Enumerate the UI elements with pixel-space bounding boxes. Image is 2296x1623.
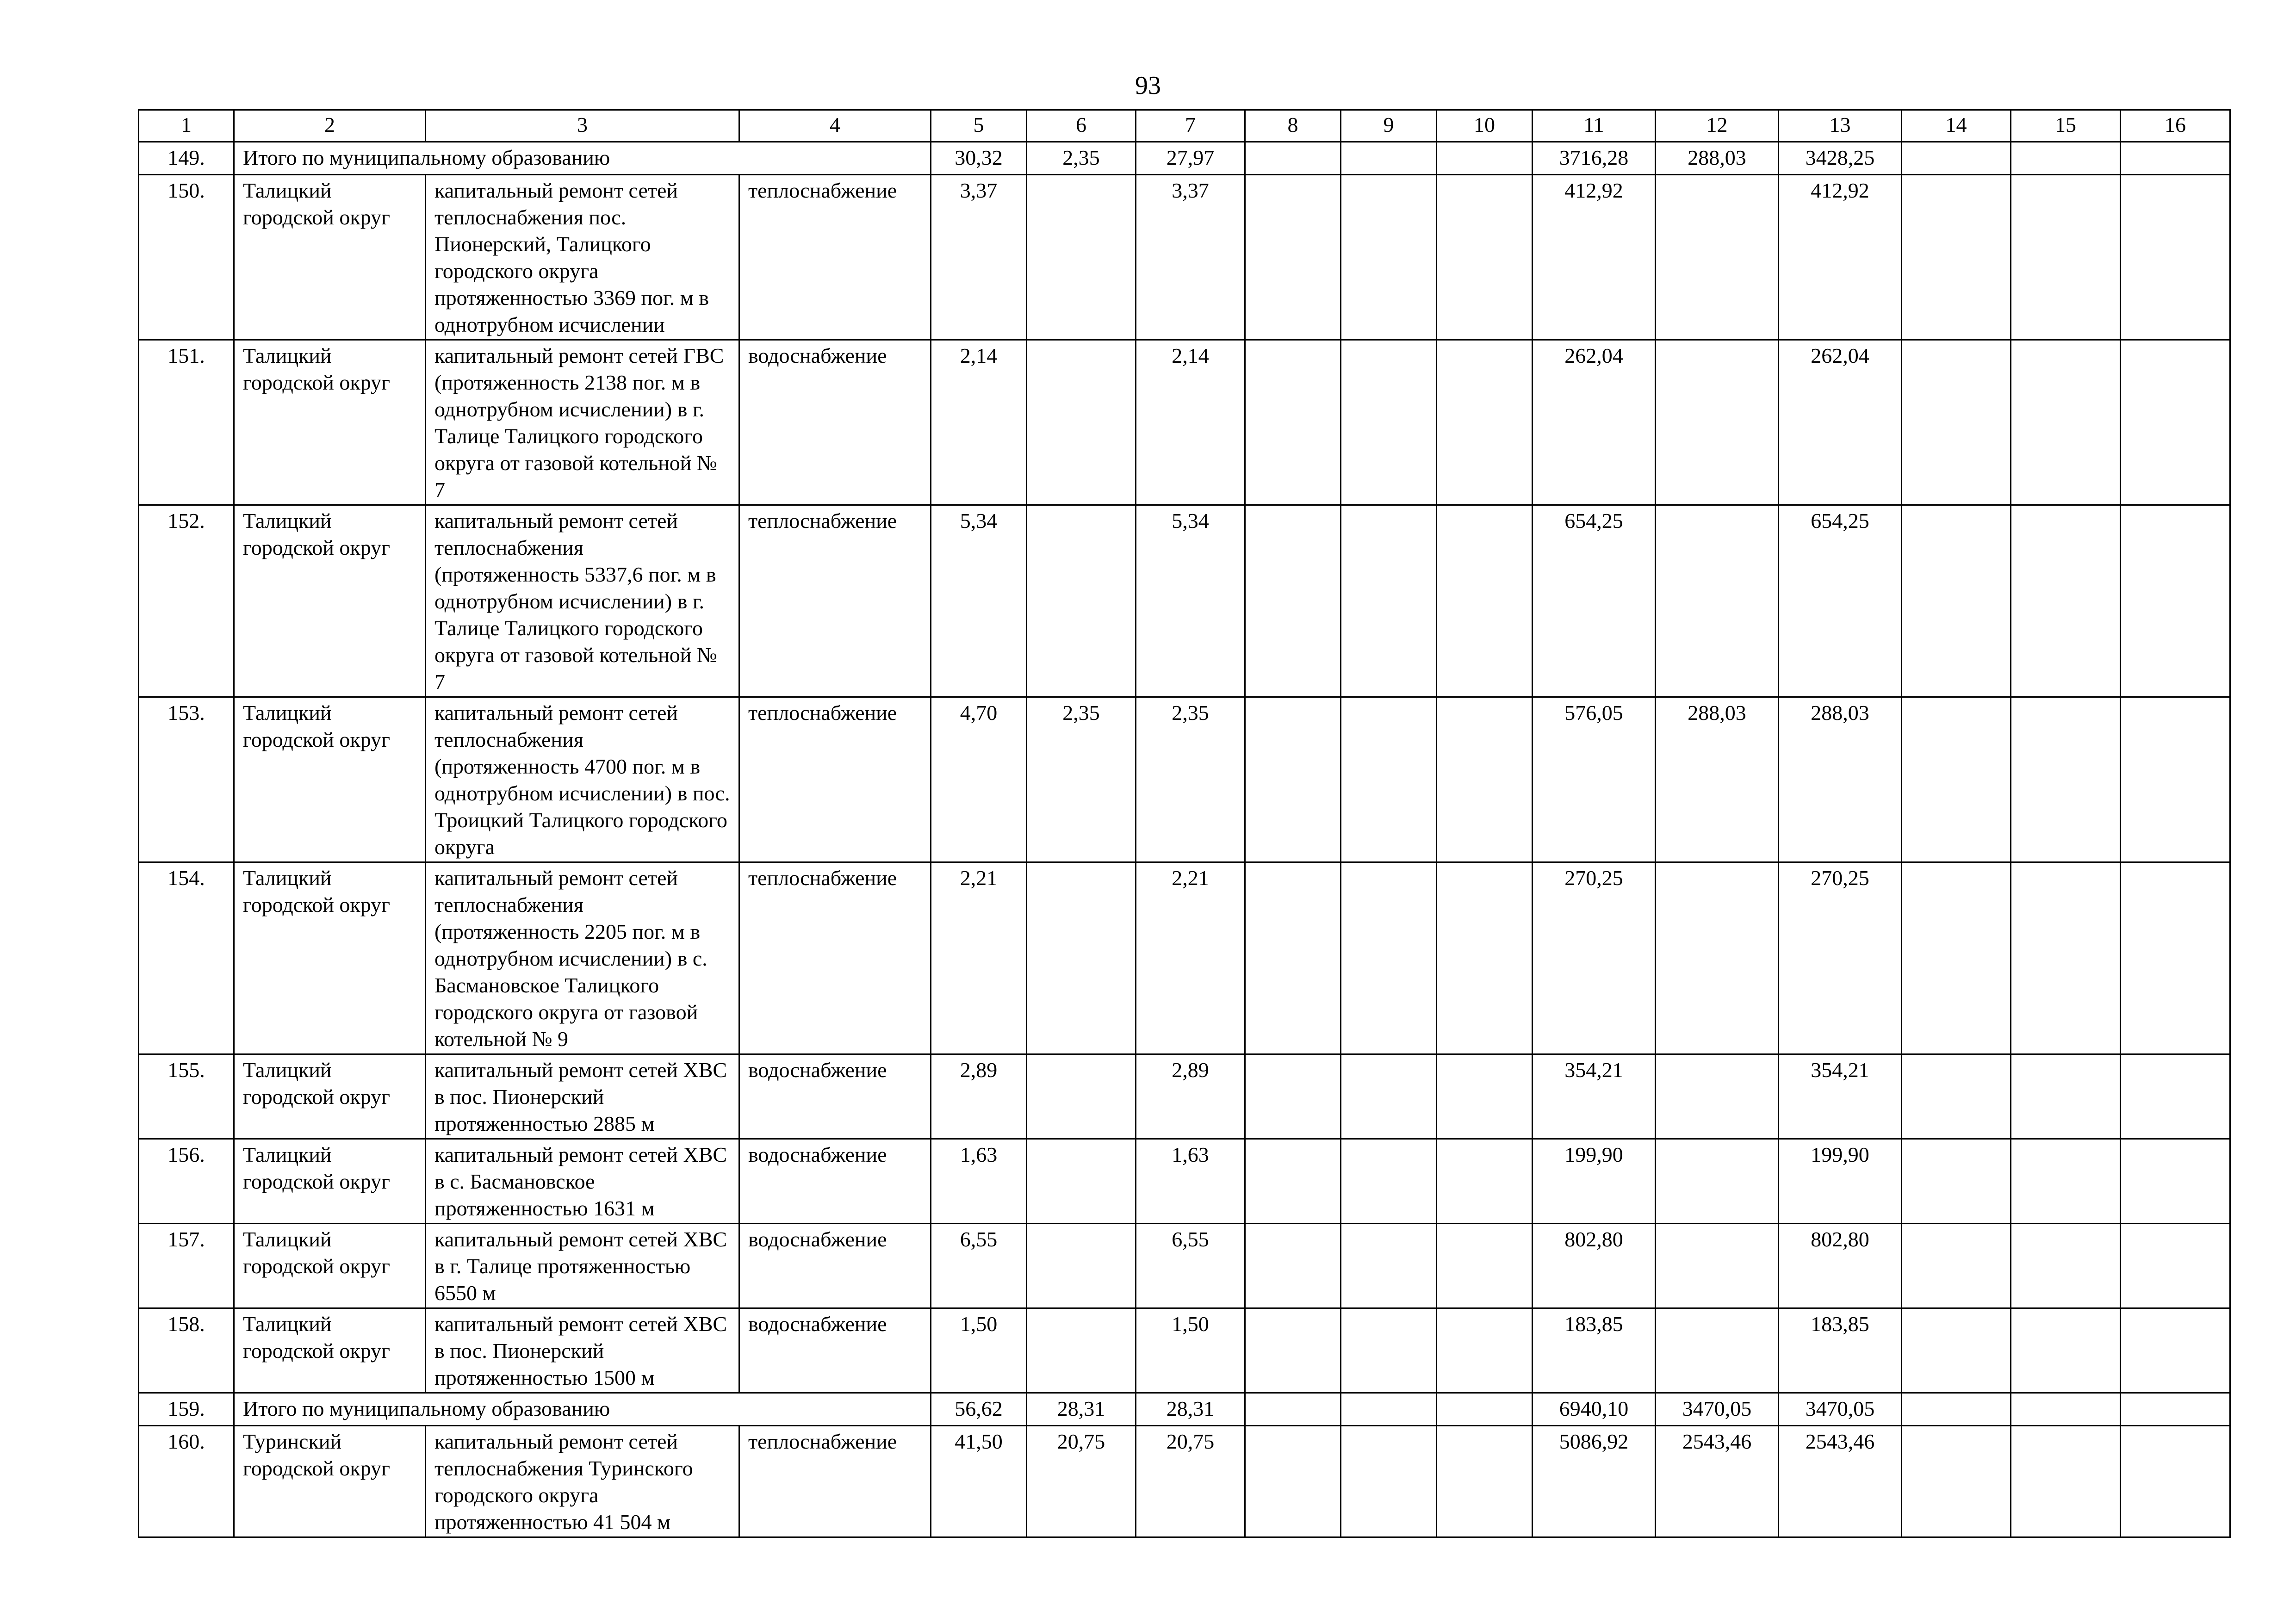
value-cell-c9	[1341, 1139, 1437, 1224]
value-cell-c15	[2011, 1426, 2121, 1537]
value-cell-c7: 3,37	[1136, 175, 1245, 340]
value-cell-c15	[2011, 1139, 2121, 1224]
value-cell-c5: 2,21	[931, 862, 1027, 1054]
value-cell-c10	[1437, 1308, 1533, 1393]
kind-cell: водоснабжение	[739, 1224, 931, 1308]
kind-cell: водоснабжение	[739, 1308, 931, 1393]
municipality-cell: Талицкий городской округ	[234, 175, 426, 340]
row-number: 152.	[139, 505, 234, 697]
description-cell: капитальный ремонт сетей ХВС в г. Талице протяженностью 6550 м	[426, 1224, 739, 1308]
total-label: Итого по муниципальному образованию	[234, 1393, 931, 1426]
column-number-15: 15	[2011, 110, 2121, 142]
value-cell-c13: 2543,46	[1779, 1426, 1902, 1537]
value-cell-c7: 20,75	[1136, 1426, 1245, 1537]
column-number-header	[139, 110, 2230, 142]
municipality-cell: Талицкий городской округ	[234, 1139, 426, 1224]
value-cell-c10	[1437, 175, 1533, 340]
value-cell-c11: 576,05	[1533, 697, 1656, 862]
value-cell-c6	[1027, 1224, 1136, 1308]
value-cell-c13: 199,90	[1779, 1139, 1902, 1224]
column-number-4: 4	[739, 110, 931, 142]
table-row	[139, 175, 2230, 340]
value-cell-c11: 654,25	[1533, 505, 1656, 697]
value-cell-c13: 802,80	[1779, 1224, 1902, 1308]
value-cell-c8	[1245, 862, 1341, 1054]
value-cell-c9	[1341, 1224, 1437, 1308]
value-cell-c16	[2121, 340, 2230, 505]
value-cell-c8	[1245, 1426, 1341, 1537]
value-cell-c9	[1341, 1426, 1437, 1537]
value-cell-c7: 2,35	[1136, 697, 1245, 862]
page-number: 93	[1135, 71, 1161, 100]
value-cell-c13: 183,85	[1779, 1308, 1902, 1393]
row-number: 160.	[139, 1426, 234, 1537]
kind-cell: теплоснабжение	[739, 862, 931, 1054]
program-table	[138, 109, 2231, 1538]
value-cell-c11: 199,90	[1533, 1139, 1656, 1224]
value-cell-c6	[1027, 1054, 1136, 1139]
value-cell-c14	[1902, 697, 2011, 862]
value-cell-c13: 3470,05	[1779, 1393, 1902, 1426]
value-cell-c12: 2543,46	[1656, 1426, 1779, 1537]
value-cell-c14	[1902, 1139, 2011, 1224]
value-cell-c8	[1245, 1393, 1341, 1426]
row-number: 157.	[139, 1224, 234, 1308]
column-number-9: 9	[1341, 110, 1437, 142]
municipality-cell: Талицкий городской округ	[234, 862, 426, 1054]
value-cell-c10	[1437, 340, 1533, 505]
municipality-cell: Талицкий городской округ	[234, 340, 426, 505]
column-number-2: 2	[234, 110, 426, 142]
column-number-12: 12	[1656, 110, 1779, 142]
value-cell-c16	[2121, 1224, 2230, 1308]
value-cell-c5: 4,70	[931, 697, 1027, 862]
value-cell-c12	[1656, 505, 1779, 697]
description-cell: капитальный ремонт сетей теплоснабжения (протяженность 4700 пог. м в однотрубном исчислении) в пос. Троицкий Талицкого городского округа	[426, 697, 739, 862]
row-number: 151.	[139, 340, 234, 505]
row-number: 156.	[139, 1139, 234, 1224]
value-cell-c8	[1245, 697, 1341, 862]
value-cell-c14	[1902, 862, 2011, 1054]
value-cell-c9	[1341, 862, 1437, 1054]
value-cell-c12	[1656, 1054, 1779, 1139]
value-cell-c9	[1341, 142, 1437, 175]
row-number: 149.	[139, 142, 234, 175]
value-cell-c14	[1902, 1224, 2011, 1308]
value-cell-c12: 3470,05	[1656, 1393, 1779, 1426]
value-cell-c13: 354,21	[1779, 1054, 1902, 1139]
value-cell-c11: 183,85	[1533, 1308, 1656, 1393]
value-cell-c10	[1437, 1139, 1533, 1224]
value-cell-c12	[1656, 1224, 1779, 1308]
value-cell-c5: 1,63	[931, 1139, 1027, 1224]
value-cell-c9	[1341, 1393, 1437, 1426]
column-number-11: 11	[1533, 110, 1656, 142]
value-cell-c15	[2011, 142, 2121, 175]
value-cell-c5: 1,50	[931, 1308, 1027, 1393]
value-cell-c7: 2,14	[1136, 340, 1245, 505]
row-number: 153.	[139, 697, 234, 862]
municipality-cell: Талицкий городской округ	[234, 1308, 426, 1393]
value-cell-c6	[1027, 505, 1136, 697]
value-cell-c6: 28,31	[1027, 1393, 1136, 1426]
column-number-6: 6	[1027, 110, 1136, 142]
value-cell-c11: 5086,92	[1533, 1426, 1656, 1537]
description-cell: капитальный ремонт сетей ХВС в с. Басмановское протяженностью 1631 м	[426, 1139, 739, 1224]
municipality-cell: Талицкий городской округ	[234, 697, 426, 862]
description-cell: капитальный ремонт сетей ХВС в пос. Пионерский протяженностью 2885 м	[426, 1054, 739, 1139]
table-row	[139, 1224, 2230, 1308]
value-cell-c15	[2011, 505, 2121, 697]
value-cell-c6: 20,75	[1027, 1426, 1136, 1537]
value-cell-c16	[2121, 1426, 2230, 1537]
value-cell-c13: 288,03	[1779, 697, 1902, 862]
value-cell-c10	[1437, 1393, 1533, 1426]
total-row	[139, 1393, 2230, 1426]
value-cell-c8	[1245, 1054, 1341, 1139]
value-cell-c10	[1437, 1224, 1533, 1308]
value-cell-c16	[2121, 862, 2230, 1054]
value-cell-c11: 412,92	[1533, 175, 1656, 340]
value-cell-c14	[1902, 1393, 2011, 1426]
value-cell-c9	[1341, 175, 1437, 340]
value-cell-c9	[1341, 340, 1437, 505]
value-cell-c14	[1902, 1054, 2011, 1139]
column-number-14: 14	[1902, 110, 2011, 142]
value-cell-c5: 6,55	[931, 1224, 1027, 1308]
value-cell-c6	[1027, 175, 1136, 340]
value-cell-c12	[1656, 175, 1779, 340]
value-cell-c16	[2121, 142, 2230, 175]
value-cell-c11: 6940,10	[1533, 1393, 1656, 1426]
value-cell-c15	[2011, 1224, 2121, 1308]
value-cell-c13: 270,25	[1779, 862, 1902, 1054]
value-cell-c12	[1656, 1139, 1779, 1224]
value-cell-c8	[1245, 340, 1341, 505]
value-cell-c10	[1437, 697, 1533, 862]
value-cell-c6	[1027, 340, 1136, 505]
row-number: 155.	[139, 1054, 234, 1139]
value-cell-c10	[1437, 862, 1533, 1054]
value-cell-c13: 3428,25	[1779, 142, 1902, 175]
value-cell-c9	[1341, 697, 1437, 862]
value-cell-c14	[1902, 340, 2011, 505]
value-cell-c10	[1437, 142, 1533, 175]
kind-cell: теплоснабжение	[739, 1426, 931, 1537]
value-cell-c11: 802,80	[1533, 1224, 1656, 1308]
value-cell-c16	[2121, 1393, 2230, 1426]
table-row	[139, 1139, 2230, 1224]
value-cell-c15	[2011, 1308, 2121, 1393]
kind-cell: водоснабжение	[739, 1139, 931, 1224]
value-cell-c14	[1902, 1308, 2011, 1393]
value-cell-c5: 2,89	[931, 1054, 1027, 1139]
row-number: 154.	[139, 862, 234, 1054]
value-cell-c15	[2011, 697, 2121, 862]
total-row	[139, 142, 2230, 175]
column-number-13: 13	[1779, 110, 1902, 142]
kind-cell: водоснабжение	[739, 1054, 931, 1139]
value-cell-c15	[2011, 862, 2121, 1054]
value-cell-c9	[1341, 1308, 1437, 1393]
column-number-3: 3	[426, 110, 739, 142]
value-cell-c14	[1902, 175, 2011, 340]
description-cell: капитальный ремонт сетей ГВС (протяженность 2138 пог. м в однотрубном исчислении) в г. Талице Талицкого городского округа от газовой котельной № 7	[426, 340, 739, 505]
column-number-8: 8	[1245, 110, 1341, 142]
description-cell: капитальный ремонт сетей теплоснабжения (протяженность 2205 пог. м в однотрубном исчислении) в с. Басмановское Талицкого городского округа от газовой котельной № 9	[426, 862, 739, 1054]
municipality-cell: Талицкий городской округ	[234, 505, 426, 697]
column-number-7: 7	[1136, 110, 1245, 142]
value-cell-c5: 3,37	[931, 175, 1027, 340]
table-row	[139, 1054, 2230, 1139]
table-row	[139, 1308, 2230, 1393]
value-cell-c7: 5,34	[1136, 505, 1245, 697]
value-cell-c6	[1027, 862, 1136, 1054]
value-cell-c11: 270,25	[1533, 862, 1656, 1054]
value-cell-c8	[1245, 1139, 1341, 1224]
value-cell-c8	[1245, 175, 1341, 340]
table-row	[139, 697, 2230, 862]
value-cell-c7: 2,21	[1136, 862, 1245, 1054]
value-cell-c6	[1027, 1139, 1136, 1224]
value-cell-c8	[1245, 1224, 1341, 1308]
municipality-cell: Талицкий городской округ	[234, 1054, 426, 1139]
value-cell-c15	[2011, 340, 2121, 505]
value-cell-c7: 28,31	[1136, 1393, 1245, 1426]
kind-cell: теплоснабжение	[739, 505, 931, 697]
total-label: Итого по муниципальному образованию	[234, 142, 931, 175]
row-number: 159.	[139, 1393, 234, 1426]
column-number-1: 1	[139, 110, 234, 142]
description-cell: капитальный ремонт сетей ХВС в пос. Пионерский протяженностью 1500 м	[426, 1308, 739, 1393]
value-cell-c13: 412,92	[1779, 175, 1902, 340]
value-cell-c5: 30,32	[931, 142, 1027, 175]
value-cell-c5: 41,50	[931, 1426, 1027, 1537]
value-cell-c11: 3716,28	[1533, 142, 1656, 175]
value-cell-c5: 5,34	[931, 505, 1027, 697]
value-cell-c8	[1245, 142, 1341, 175]
value-cell-c10	[1437, 1054, 1533, 1139]
value-cell-c16	[2121, 697, 2230, 862]
value-cell-c7: 2,89	[1136, 1054, 1245, 1139]
value-cell-c12	[1656, 340, 1779, 505]
description-cell: капитальный ремонт сетей теплоснабжения (протяженность 5337,6 пог. м в однотрубном исчислении) в г. Талице Талицкого городского округа от газовой котельной № 7	[426, 505, 739, 697]
value-cell-c7: 27,97	[1136, 142, 1245, 175]
value-cell-c8	[1245, 1308, 1341, 1393]
column-number-16: 16	[2121, 110, 2230, 142]
table-row	[139, 862, 2230, 1054]
value-cell-c12: 288,03	[1656, 142, 1779, 175]
table-row	[139, 505, 2230, 697]
value-cell-c14	[1902, 142, 2011, 175]
value-cell-c16	[2121, 1139, 2230, 1224]
value-cell-c16	[2121, 1308, 2230, 1393]
value-cell-c5: 2,14	[931, 340, 1027, 505]
value-cell-c9	[1341, 505, 1437, 697]
description-cell: капитальный ремонт сетей теплоснабжения Туринского городского округа протяженностью 41 504 м	[426, 1426, 739, 1537]
kind-cell: теплоснабжение	[739, 697, 931, 862]
kind-cell: теплоснабжение	[739, 175, 931, 340]
value-cell-c16	[2121, 505, 2230, 697]
column-number-5: 5	[931, 110, 1027, 142]
value-cell-c9	[1341, 1054, 1437, 1139]
value-cell-c14	[1902, 505, 2011, 697]
municipality-cell: Талицкий городской округ	[234, 1224, 426, 1308]
value-cell-c16	[2121, 1054, 2230, 1139]
value-cell-c15	[2011, 175, 2121, 340]
value-cell-c13: 654,25	[1779, 505, 1902, 697]
row-number: 158.	[139, 1308, 234, 1393]
value-cell-c10	[1437, 1426, 1533, 1537]
value-cell-c11: 354,21	[1533, 1054, 1656, 1139]
value-cell-c12	[1656, 862, 1779, 1054]
municipality-cell: Туринский городской округ	[234, 1426, 426, 1537]
value-cell-c8	[1245, 505, 1341, 697]
table-row	[139, 1426, 2230, 1537]
kind-cell: водоснабжение	[739, 340, 931, 505]
description-cell: капитальный ремонт сетей теплоснабжения пос. Пионерский, Талицкого городского округа протяженностью 3369 пог. м в однотрубном исчислении	[426, 175, 739, 340]
value-cell-c5: 56,62	[931, 1393, 1027, 1426]
row-number: 150.	[139, 175, 234, 340]
value-cell-c7: 1,63	[1136, 1139, 1245, 1224]
value-cell-c7: 6,55	[1136, 1224, 1245, 1308]
value-cell-c7: 1,50	[1136, 1308, 1245, 1393]
value-cell-c15	[2011, 1393, 2121, 1426]
value-cell-c13: 262,04	[1779, 340, 1902, 505]
value-cell-c12	[1656, 1308, 1779, 1393]
value-cell-c10	[1437, 505, 1533, 697]
value-cell-c14	[1902, 1426, 2011, 1537]
column-number-10: 10	[1437, 110, 1533, 142]
value-cell-c6: 2,35	[1027, 142, 1136, 175]
value-cell-c12: 288,03	[1656, 697, 1779, 862]
value-cell-c6: 2,35	[1027, 697, 1136, 862]
value-cell-c11: 262,04	[1533, 340, 1656, 505]
value-cell-c16	[2121, 175, 2230, 340]
value-cell-c6	[1027, 1308, 1136, 1393]
table-row	[139, 340, 2230, 505]
value-cell-c15	[2011, 1054, 2121, 1139]
